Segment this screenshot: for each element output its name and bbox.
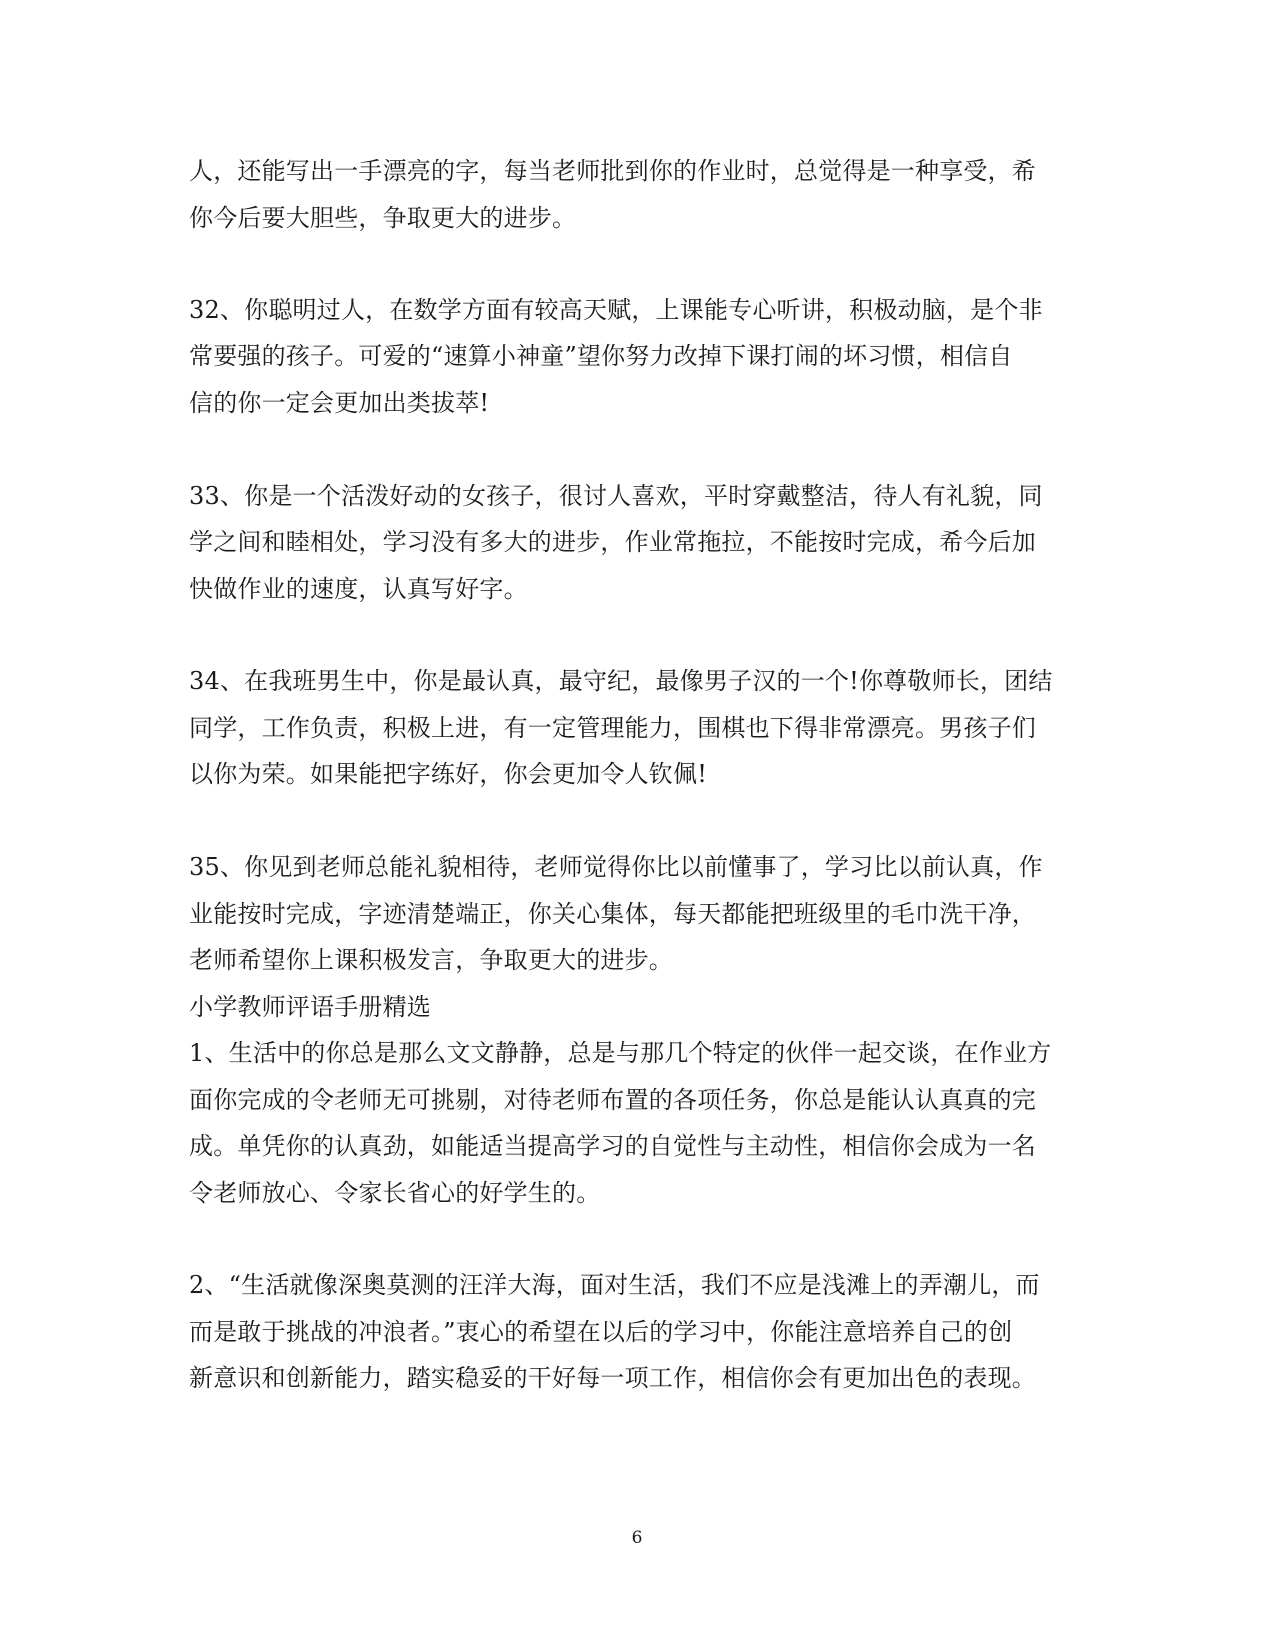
text-line: 学之间和睦相处，学习没有多大的进步，作业常拖拉，不能按时完成，希今后加 <box>189 528 1036 556</box>
text-line: 新意识和创新能力，踏实稳妥的干好每一项工作，相信你会有更加出色的表现。 <box>189 1364 1036 1392</box>
text-line: 1、生活中的你总是那么文文静静，总是与那几个特定的伙伴一起交谈，在作业方 <box>189 1039 1052 1067</box>
text-line: 35、你见到老师总能礼貌相待，老师觉得你比以前懂事了，学习比以前认真，作 <box>189 853 1043 881</box>
text-line: 信的你一定会更加出类拔萃! <box>189 389 490 417</box>
text-line: 成。单凭你的认真劲，如能适当提高学习的自觉性与主动性，相信你会成为一名 <box>189 1132 1036 1160</box>
text-line: 32、你聪明过人，在数学方面有较高天赋，上课能专心听讲，积极动脑，是个非 <box>189 296 1043 324</box>
text-line: 同学，工作负责，积极上进，有一定管理能力，围棋也下得非常漂亮。男孩子们 <box>189 714 1036 742</box>
text-line: 以你为荣。如果能把字练好，你会更加令人钦佩! <box>189 760 708 788</box>
text-line: 人，还能写出一手漂亮的字，每当老师批到你的作业时，总觉得是一种享受，希 <box>189 157 1036 185</box>
text-line: 34、在我班男生中，你是最认真，最守纪，最像男子汉的一个!你尊敬师长，团结 <box>189 667 1053 695</box>
text-line: 老师希望你上课积极发言，争取更大的进步。 <box>189 946 673 974</box>
text-line: 面你完成的令老师无可挑剔，对待老师布置的各项任务，你总是能认认真真的完 <box>189 1086 1036 1114</box>
text-line: 而是敢于挑战的冲浪者。”衷心的希望在以后的学习中，你能注意培养自己的创 <box>189 1318 1013 1346</box>
text-line: 令老师放心、令家长省心的好学生的。 <box>189 1179 601 1207</box>
text-line: 常要强的孩子。可爱的“速算小神童”望你努力改掉下课打闹的坏习惯，相信自 <box>189 342 1013 370</box>
text-line: 33、你是一个活泼好动的女孩子，很讨人喜欢，平时穿戴整洁，待人有礼貌，同 <box>189 482 1043 510</box>
section-title: 小学教师评语手册精选 <box>189 993 431 1021</box>
text-line: 你今后要大胆些，争取更大的进步。 <box>189 204 577 232</box>
text-line: 业能按时完成，字迹清楚端正，你关心集体，每天都能把班级里的毛巾洗干净， <box>189 900 1036 928</box>
text-line: 2、“生活就像深奥莫测的汪洋大海，面对生活，我们不应是浅滩上的弄潮儿，而 <box>189 1271 1040 1299</box>
text-line: 快做作业的速度，认真写好字。 <box>189 575 528 603</box>
page-number: 6 <box>631 1528 643 1548</box>
